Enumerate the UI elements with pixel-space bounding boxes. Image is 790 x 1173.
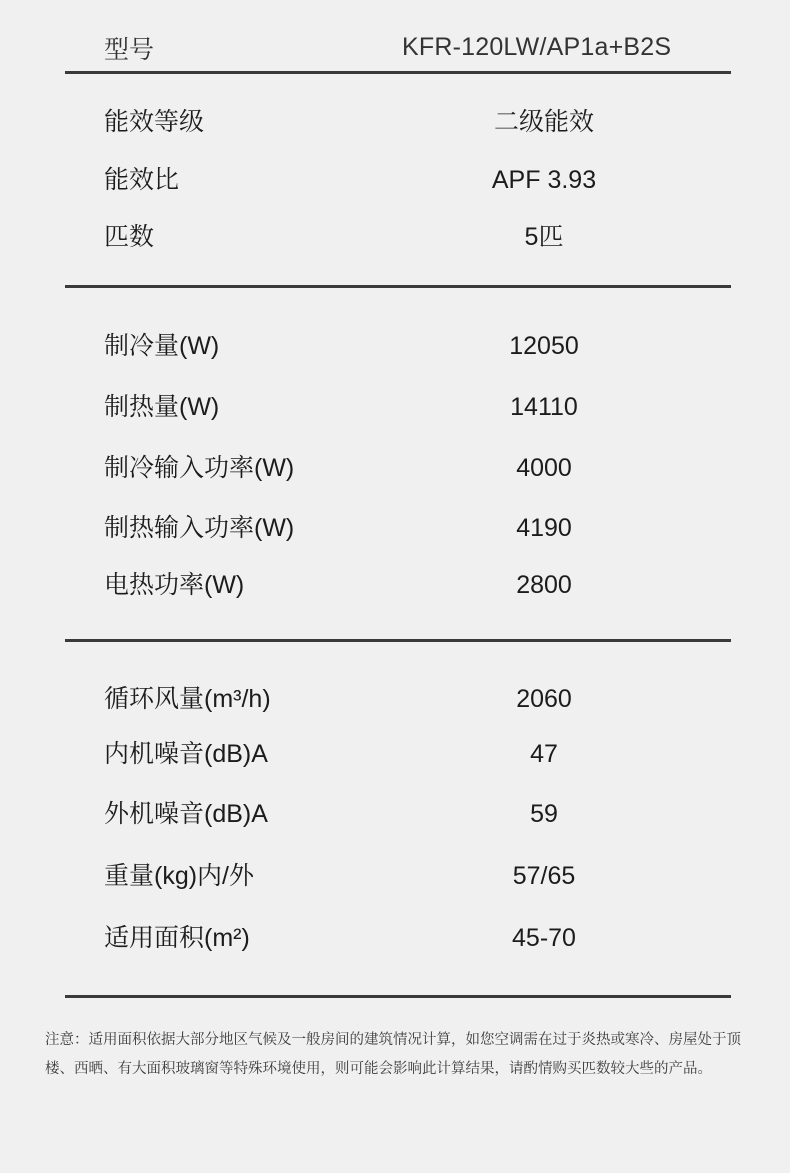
divider-section-3: [65, 995, 731, 998]
spec-value-horsepower: 5匹: [524, 223, 564, 251]
spec-value-cooling-capacity: 12050: [509, 332, 579, 360]
spec-value-cooling-input-power: 4000: [516, 454, 572, 482]
spec-label-indoor-noise: 内机噪音(dB)A: [104, 740, 268, 768]
spec-value-heating-input-power: 4190: [516, 514, 572, 542]
spec-value-energy-grade: 二级能效: [493, 108, 594, 136]
spec-label-energy-grade: 能效等级: [104, 108, 205, 136]
spec-label-outdoor-noise: 外机噪音(dB)A: [104, 800, 268, 828]
spec-label-cooling-input-power: 制冷输入功率(W): [104, 454, 295, 482]
spec-value-heating-capacity: 14110: [510, 393, 578, 421]
spec-value-efficiency-ratio: APF 3.93: [491, 166, 597, 194]
divider-section-1: [65, 285, 731, 288]
spec-value-indoor-noise: 47: [530, 740, 558, 768]
spec-label-cooling-capacity: 制冷量(W): [104, 332, 220, 360]
footnote: 注意：适用面积依据大部分地区气候及一般房间的建筑情况计算，如您空调需在过于炎热或寒冷、房屋处于顶楼、西晒、有大面积玻璃窗等特殊环境使用，则可能会影响此计算结果，请酌情购买匹数较大些的产品。: [45, 1032, 741, 1077]
spec-label-applicable-area: 适用面积(m²): [104, 924, 250, 952]
spec-value-weight: 57/65: [512, 862, 576, 890]
spec-value-applicable-area: 45-70: [512, 924, 576, 952]
model-value: KFR-120LW/AP1a+B2S: [402, 33, 672, 61]
divider-model: [65, 71, 731, 74]
spec-label-weight: 重量(kg)内/外: [104, 862, 255, 890]
spec-label-efficiency-ratio: 能效比: [104, 166, 180, 194]
spec-value-outdoor-noise: 59: [530, 800, 558, 828]
spec-label-heating-input-power: 制热输入功率(W): [104, 514, 295, 542]
spec-label-airflow: 循环风量(m³/h): [104, 685, 271, 713]
spec-label-horsepower: 匹数: [104, 223, 155, 251]
spec-value-airflow: 2060: [516, 685, 572, 713]
divider-section-2: [65, 639, 731, 642]
spec-value-electric-heating-power: 2800: [516, 571, 572, 599]
spec-label-electric-heating-power: 电热功率(W): [104, 571, 245, 599]
model-label: 型号: [104, 36, 155, 64]
spec-label-heating-capacity: 制热量(W): [104, 393, 220, 421]
